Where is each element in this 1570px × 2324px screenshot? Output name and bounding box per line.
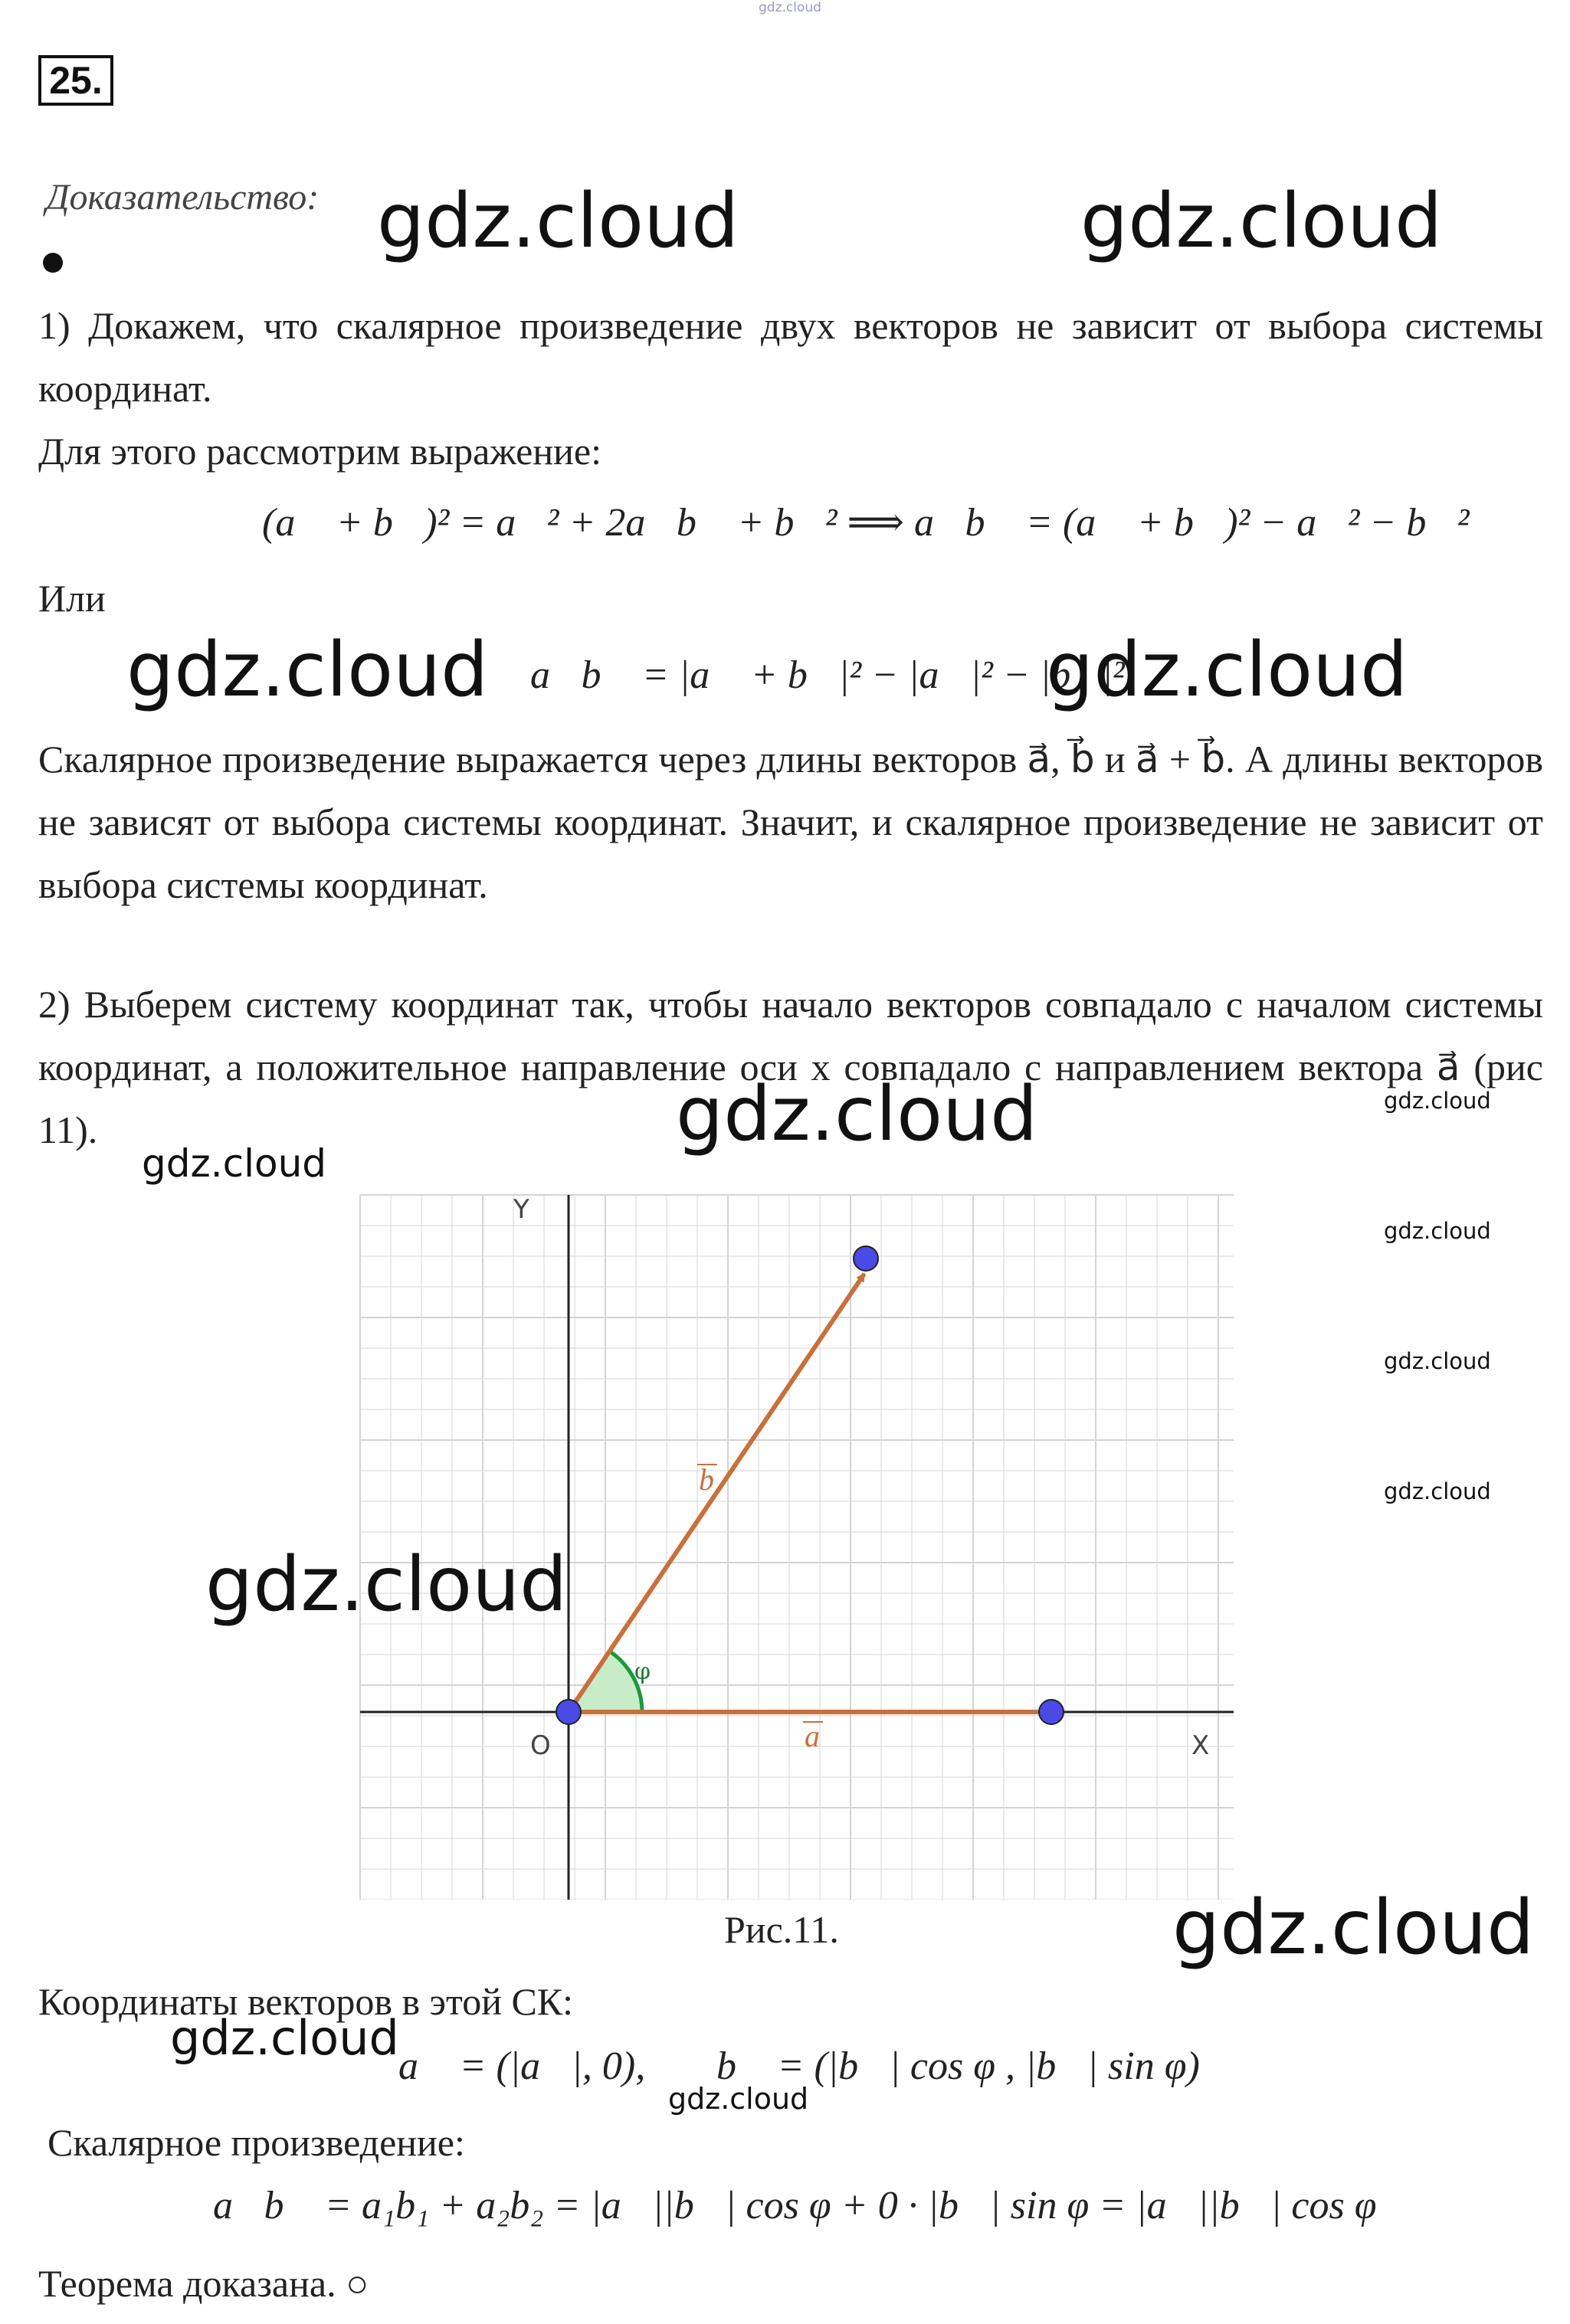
scalar-label: Скалярное произведение:: [48, 2121, 465, 2164]
watermark: gdz.cloud: [1384, 1218, 1491, 1244]
formula-3b: b⃗ = (|b⃗| cos φ , |b⃗| sin φ): [716, 2044, 1200, 2088]
watermark: gdz.cloud: [1384, 1088, 1491, 1114]
watermark: gdz.cloud: [1384, 1348, 1491, 1374]
x-axis-label: X: [1191, 1730, 1210, 1761]
watermark: gdz.cloud: [1384, 1478, 1491, 1504]
formula-3a: a⃗ = (|a⃗|, 0),: [398, 2044, 646, 2088]
vector-b-endpoint: [854, 1246, 878, 1271]
conclusion: Теорема доказана. ○: [38, 2262, 369, 2305]
proof-label: Доказательство:: [46, 177, 320, 218]
vector-a-label: a: [805, 1719, 820, 1753]
formula-2: a⃗b⃗ = |a⃗ + b⃗|² − |a⃗|² − |b⃗|²: [530, 653, 1125, 697]
paragraph-1b: Для этого рассмотрим выражение:: [38, 430, 601, 473]
watermark: gdz.cloud: [142, 1141, 327, 1186]
watermark: gdz.cloud: [1172, 1884, 1535, 1972]
watermark: gdz.cloud: [1046, 627, 1408, 714]
formula-1: (a⃗ + b⃗)² = a⃗² + 2a⃗b⃗ + b⃗² ⟹ a⃗b⃗ = (a⃗ + b⃗)² − a⃗² − b⃗²: [262, 501, 1470, 545]
coords-label: Координаты векторов в этой СК:: [38, 1980, 574, 2023]
watermark: gdz.cloud: [676, 1071, 1038, 1158]
watermark: gdz.cloud: [126, 627, 489, 714]
figure-caption: Рис.11.: [724, 1908, 839, 1951]
watermark: gdz.cloud: [205, 1541, 568, 1628]
paragraph-3: 2) Выберем систему координат так, чтобы начало векторов совпадало с началом системы координат, а положительное направление оси x совпадало с направлением вектора a⃗ (рис 11).: [38, 983, 1543, 1151]
paragraph-1: 1) Докажем, что скалярное произведение двух векторов не зависит от выбора системы координат.: [38, 304, 1543, 410]
watermark: gdz.cloud: [1080, 178, 1443, 265]
formula-4: a⃗b⃗ = a₁b₁ + a₂b₂ = |a⃗||b⃗| cos φ + 0 · |b⃗| sin φ = |a⃗||b⃗| cos φ: [213, 2184, 1377, 2227]
vector-figure: [352, 1164, 1234, 1900]
paragraph-2: Скалярное произведение выражается через длины векторов a⃗, b⃗ и a⃗ + b⃗. А длины векторов не зависят от выбора системы координат. Значит, и скалярное произведение не зависит от выбора системы координат.: [38, 738, 1543, 906]
top-watermark: gdz.cloud: [759, 0, 821, 15]
y-axis-label: Y: [513, 1194, 529, 1225]
bullet-icon: [43, 253, 63, 273]
or-label: Или: [38, 577, 106, 620]
vector-b-label: b: [699, 1462, 714, 1497]
origin-label: O: [530, 1730, 551, 1761]
angle-label: φ: [634, 1658, 651, 1685]
watermark: gdz.cloud: [377, 178, 739, 265]
vector-a-endpoint: [1039, 1700, 1064, 1724]
watermark: gdz.cloud: [170, 2010, 399, 2066]
origin-point: [556, 1700, 581, 1724]
problem-number: 25.: [38, 55, 113, 106]
watermark: gdz.cloud: [668, 2082, 809, 2116]
